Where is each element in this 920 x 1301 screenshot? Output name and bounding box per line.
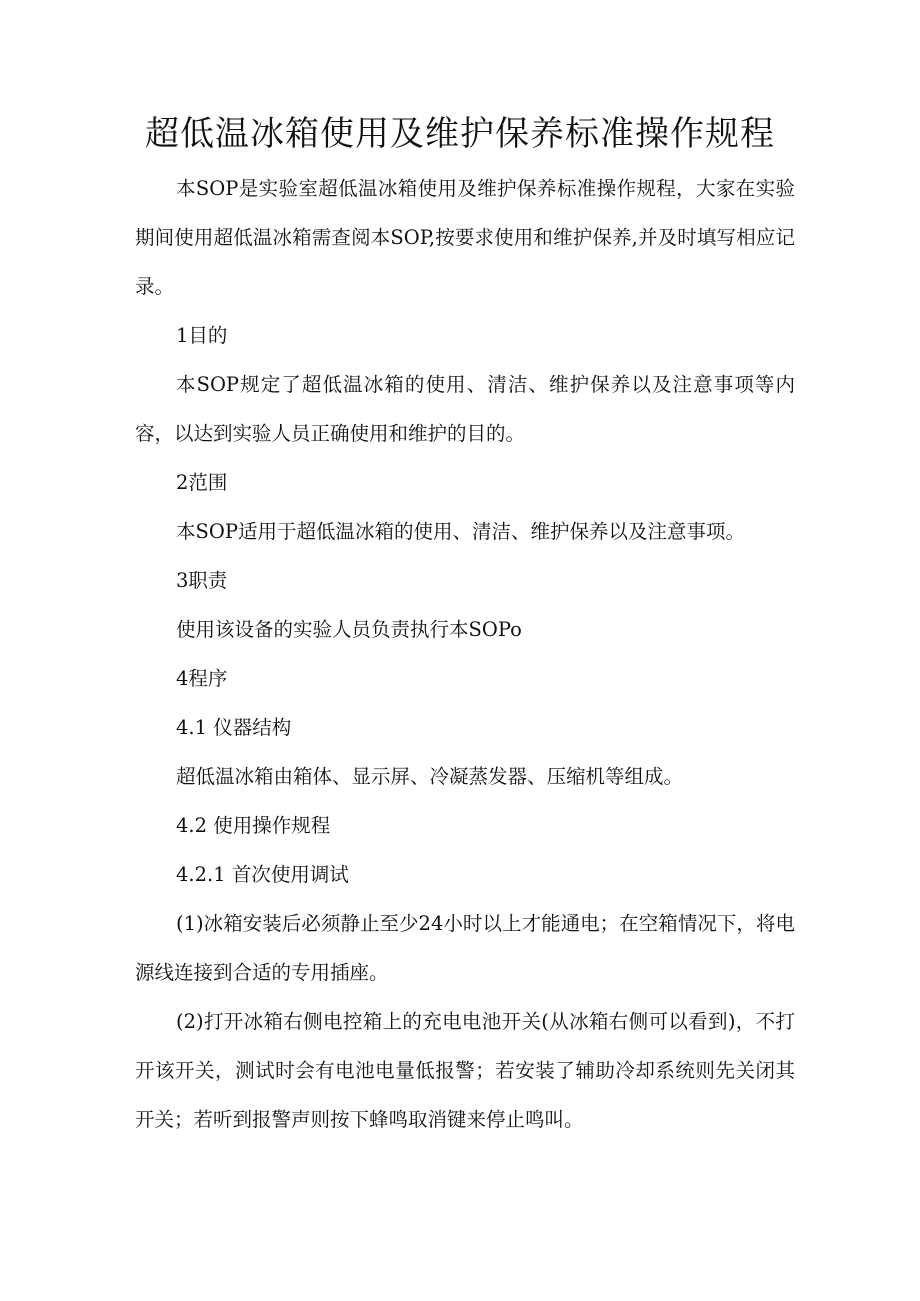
subsection-heading-structure: 4.1 仪器结构 xyxy=(176,716,292,739)
subsection-heading-operation: 4.2 使用操作规程 xyxy=(176,814,331,837)
document-title: 超低温冰箱使用及维护保养标准操作规程 xyxy=(145,114,775,154)
step-2-paragraph: (2)打开冰箱右侧电控箱上的充电电池开关(从冰箱右侧可以看到)，不打开该开关，测试时会有电池电量低报警；若安装了辅助冷却系统则先关闭其开关；若听到报警声则按下蜂鸣取消键来停止鸣叫。 xyxy=(135,1010,795,1131)
purpose-paragraph: 本SOP规定了超低温冰箱的使用、清洁、维护保养以及注意事项等内容，以达到实验人员正确使用和维护的目的。 xyxy=(135,373,795,445)
section-heading-scope: 2范围 xyxy=(176,471,228,494)
step-1-paragraph: (1)冰箱安装后必须静止至少24小时以上才能通电；在空箱情况下，将电源线连接到合适的专用插座。 xyxy=(135,912,795,984)
structure-paragraph: 超低温冰箱由箱体、显示屏、冷凝蒸发器、压缩机等组成。 xyxy=(176,765,684,788)
section-heading-purpose: 1目的 xyxy=(176,324,228,347)
subsection-heading-first-use: 4.2.1 首次使用调试 xyxy=(176,863,349,886)
intro-paragraph: 本SOP是实验室超低温冰箱使用及维护保养标准操作规程，大家在实验期间使用超低温冰箱需查阅本SOP,按要求使用和维护保养,并及时填写相应记录。 xyxy=(135,177,795,298)
duty-paragraph: 使用该设备的实验人员负责执行本SOPo xyxy=(176,618,522,641)
section-heading-procedure: 4程序 xyxy=(176,667,228,690)
scope-paragraph: 本SOP适用于超低温冰箱的使用、清洁、维护保养以及注意事项。 xyxy=(176,520,745,543)
section-heading-duty: 3职责 xyxy=(176,569,228,592)
